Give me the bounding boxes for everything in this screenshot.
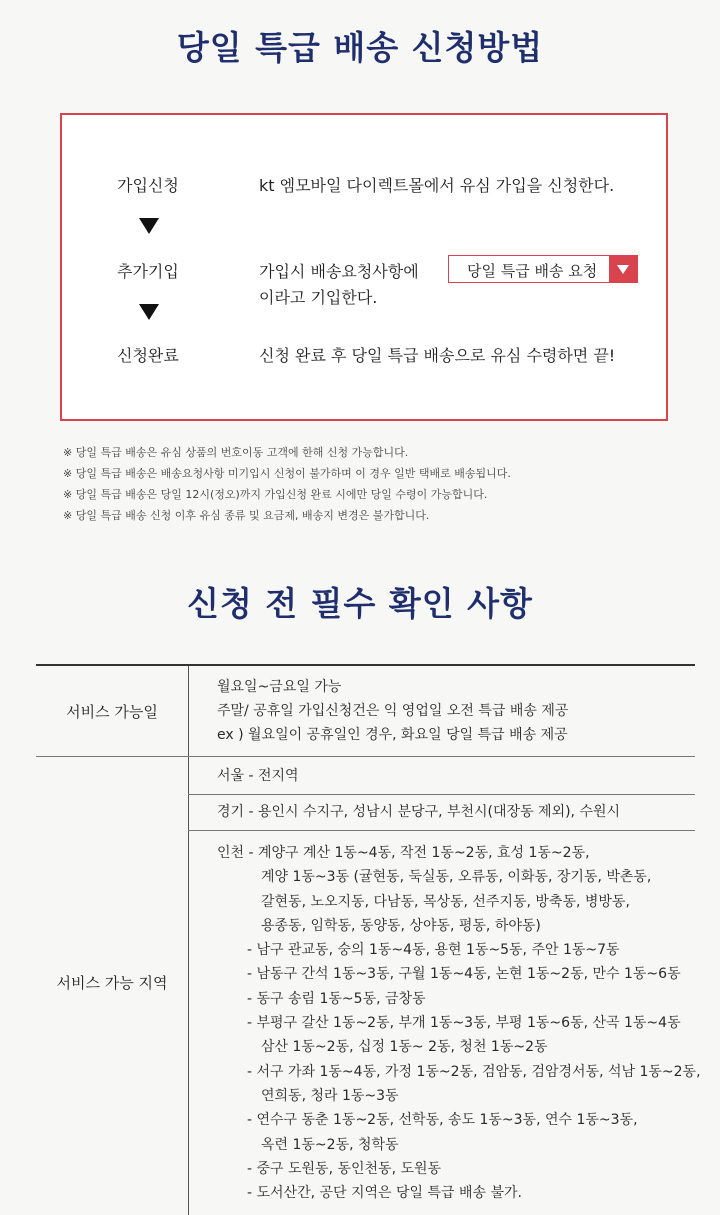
step-label-signup: 가입신청: [117, 176, 179, 195]
incheon-line: 삼산 1동~2동, 십정 1동~ 2동, 청천 1동~2동: [261, 1039, 548, 1056]
incheon-line: 용종동, 임학동, 동양동, 상야동, 평동, 하야동): [261, 917, 541, 934]
row-divider: [188, 794, 695, 795]
table-top-border: [36, 664, 695, 666]
incheon-line: 계양 1동~3동 (귤현동, 둑실동, 오류동, 이화동, 장기동, 박촌동,: [261, 869, 652, 886]
down-triangle-icon: [139, 304, 159, 320]
incheon-line: - 서구 가좌 1동~4동, 가정 1동~2동, 검암동, 검암경서동, 석남 1동~2동,: [247, 1063, 701, 1080]
page-title: 당일 특급 배송 신청방법: [176, 28, 544, 67]
incheon-line: 연희동, 청라 1동~3동: [261, 1087, 399, 1104]
service-days-line: ex ) 월요일이 공휴일인 경우, 화요일 당일 특급 배송 제공: [217, 727, 568, 743]
incheon-line: - 남동구 간석 1동~3동, 구월 1동~4동, 논현 1동~2동, 만수 1동~6동: [247, 966, 681, 983]
column-divider: [188, 666, 189, 1215]
section-title: 신청 전 필수 확인 사항: [187, 584, 533, 623]
row-divider: [188, 830, 695, 831]
delivery-request-value: 당일 특급 배송 요청: [467, 262, 598, 280]
row-divider: [36, 756, 695, 757]
notice-list: [63, 442, 511, 526]
down-triangle-icon: [139, 218, 159, 234]
service-days-line: 월요일~금요일 가능: [217, 679, 342, 695]
step-desc-input-line1: 가입시 배송요청사항에: [259, 262, 419, 281]
chevron-down-icon[interactable]: [609, 256, 637, 282]
step-desc-input-line2: 이라고 기입한다.: [259, 288, 378, 307]
incheon-line: - 남구 관교동, 숭의 1동~4동, 용현 1동~5동, 주안 1동~7동: [247, 942, 620, 959]
delivery-request-select[interactable]: [448, 255, 638, 283]
area-gyeonggi: 경기 - 용인시 수지구, 성남시 분당구, 부천시(대장동 제외), 수원시: [217, 804, 621, 820]
requirements-table: [36, 664, 701, 1215]
row-label-service-area: 서비스 가능 지역: [56, 974, 168, 992]
notice-item: ※ 당일 특급 배송 신청 이후 유심 종류 및 요금제, 배송지 변경은 불가합니다.: [63, 509, 430, 522]
step-desc-signup: kt 엠모바일 다이렉트몰에서 유심 가입을 신청한다.: [259, 176, 615, 195]
incheon-line: 옥련 1동~2동, 청학동: [261, 1136, 399, 1153]
incheon-line: - 도서산간, 공단 지역은 당일 특급 배송 불가.: [247, 1185, 523, 1202]
notice-item: ※ 당일 특급 배송은 배송요청사항 미기입시 신청이 불가하며 이 경우 일반 택배로 배송됩니다.: [63, 467, 511, 480]
incheon-line: - 중구 도원동, 동인천동, 도원동: [247, 1160, 442, 1177]
incheon-line: 인천 - 계양구 계산 1동~4동, 작전 1동~2동, 효성 1동~2동,: [217, 845, 590, 861]
notice-item: ※ 당일 특급 배송은 당일 12시(정오)까지 가입신청 완료 시에만 당일 수령이 가능합니다.: [63, 488, 488, 501]
step-label-input: 추가기입: [117, 262, 179, 281]
application-steps-box: [60, 113, 668, 421]
incheon-line: - 동구 송림 1동~5동, 금창동: [247, 990, 426, 1007]
step-desc-complete: 신청 완료 후 당일 특급 배송으로 유심 수령하면 끝!: [259, 346, 616, 365]
incheon-line: 갈현동, 노오지동, 다남동, 목상동, 선주지동, 방축동, 병방동,: [261, 893, 630, 910]
incheon-line: - 부평구 갈산 1동~2동, 부개 1동~3동, 부평 1동~6동, 산곡 1동~4동: [247, 1015, 681, 1032]
area-seoul: 서울 - 전지역: [217, 768, 299, 784]
area-incheon: [217, 841, 701, 1205]
step-label-complete: 신청완료: [117, 346, 179, 365]
service-days-line: 주말/ 공휴일 가입신청건은 익 영업일 오전 특급 배송 제공: [217, 703, 569, 719]
notice-item: ※ 당일 특급 배송은 유심 상품의 번호이동 고객에 한해 신청 가능합니다.: [63, 446, 409, 459]
row-label-service-days: 서비스 가능일: [66, 703, 158, 721]
incheon-line: - 연수구 동춘 1동~2동, 선학동, 송도 1동~3동, 연수 1동~3동,: [247, 1112, 638, 1129]
